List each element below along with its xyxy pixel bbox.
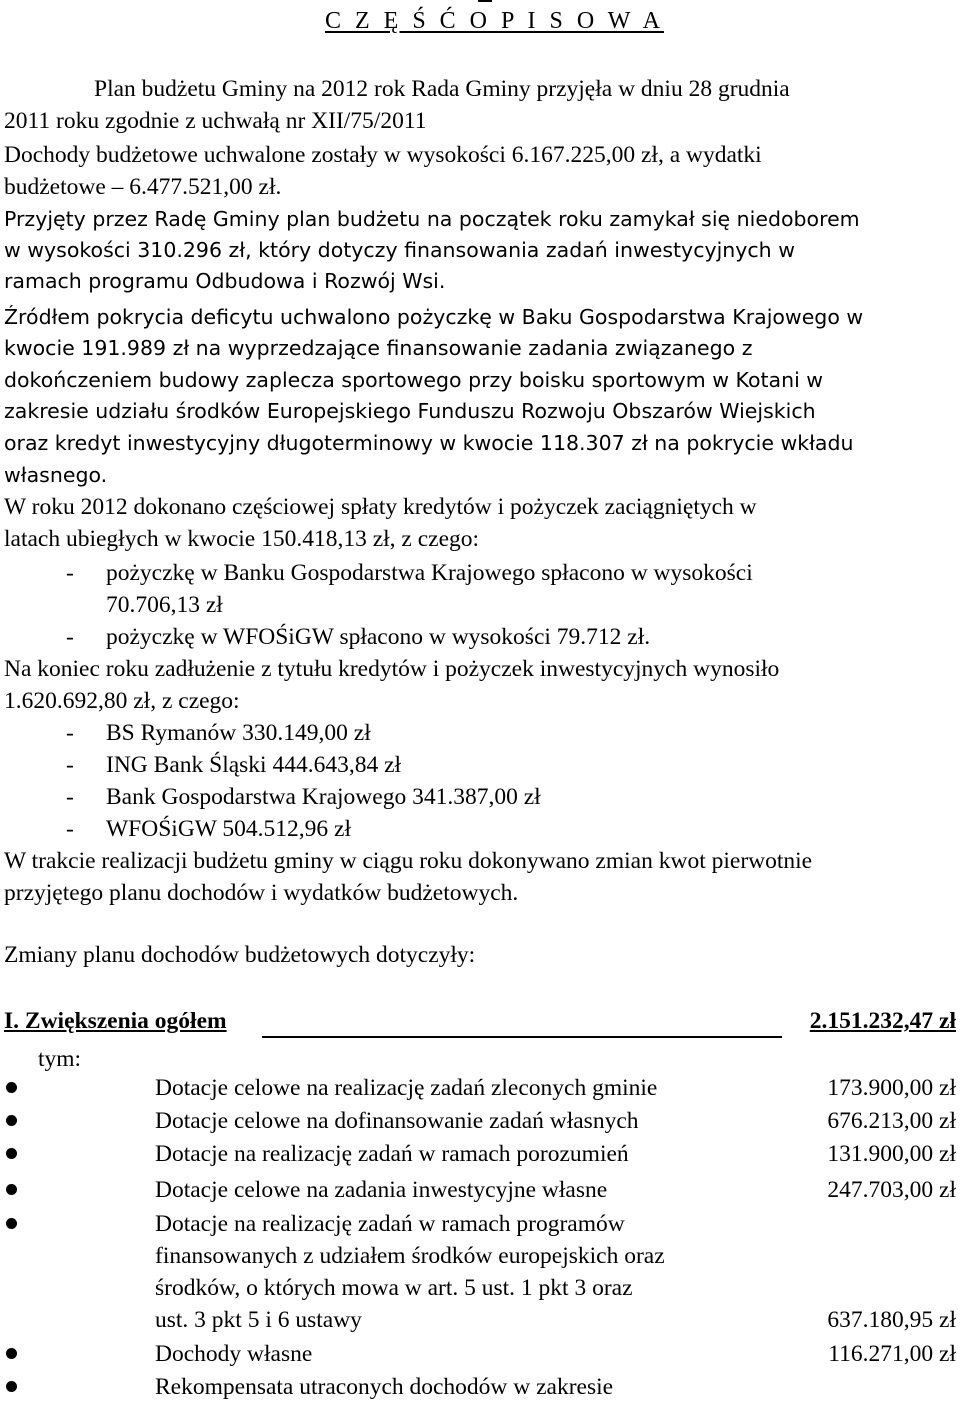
list-dash: -	[66, 560, 74, 586]
paragraph-line: ramach programu Odbudowa i Rozwój Wsi.	[4, 269, 446, 293]
item-label: Dotacje celowe na dofinansowanie zadań własnych	[155, 1108, 639, 1134]
changes-heading: Zmiany planu dochodów budżetowych dotyczyły:	[4, 942, 476, 968]
repayment-item: pożyczkę w WFOŚiGW spłacono w wysokości 79.712 zł.	[106, 624, 651, 650]
item-label: Dotacje na realizację zadań w ramach programów	[155, 1211, 625, 1237]
item-amount: 247.703,00 zł	[827, 1177, 956, 1203]
item-label-continued: finansowanych z udziałem środków europejskich oraz	[155, 1243, 665, 1269]
changes-line: W trakcie realizacji budżetu gminy w ciągu roku dokonywano zmian kwot pierwotnie	[4, 848, 813, 874]
item-amount: 116.271,00 zł	[828, 1341, 956, 1367]
section-underline	[262, 1036, 782, 1038]
bullet-icon	[6, 1184, 17, 1195]
top-mark	[478, 0, 492, 2]
repayment-item-continued: 70.706,13 zł	[106, 592, 223, 618]
paragraph-line: w wysokości 310.296 zł, który dotyczy finansowania zadań inwestycyjnych w	[4, 238, 795, 262]
debt-item: WFOŚiGW 504.512,96 zł	[106, 816, 352, 842]
item-label: Dotacje na realizację zadań w ramach porozumień	[155, 1141, 629, 1167]
item-amount: 173.900,00 zł	[827, 1075, 956, 1101]
bullet-icon	[6, 1218, 17, 1229]
debt-item: Bank Gospodarstwa Krajowego 341.387,00 zł	[106, 784, 541, 810]
paragraph-line: 2011 roku zgodnie z uchwałą nr XII/75/2011	[4, 108, 427, 134]
debt-item: BS Rymanów 330.149,00 zł	[106, 720, 371, 746]
paragraph-line: własnego.	[4, 463, 108, 487]
paragraph-line: oraz kredyt inwestycyjny długoterminowy w kwocie 118.307 zł na pokrycie wkładu	[4, 431, 854, 455]
item-label: Dotacje celowe na zadania inwestycyjne własne	[155, 1177, 608, 1203]
changes-line: przyjętego planu dochodów i wydatków budżetowych.	[4, 880, 519, 906]
list-dash: -	[66, 816, 74, 842]
paragraph-line: budżetowe – 6.477.521,00 zł.	[4, 174, 282, 200]
item-label: Dochody własne	[155, 1341, 313, 1367]
section-total: 2.151.232,47 zł	[809, 1008, 956, 1034]
paragraph-line: Plan budżetu Gminy na 2012 rok Rada Gminy przyjęła w dniu 28 grudnia	[94, 76, 790, 102]
bullet-icon	[6, 1348, 17, 1359]
paragraph-line: latach ubiegłych w kwocie 150.418,13 zł, z czego:	[4, 526, 480, 552]
list-dash: -	[66, 624, 74, 650]
paragraph-line: dokończeniem budowy zaplecza sportowego przy boisku sportowym w Kotani w	[4, 368, 824, 392]
item-label: Dotacje celowe na realizację zadań zleconych gminie	[155, 1075, 658, 1101]
debt-line: Na koniec roku zadłużenie z tytułu kredytów i pożyczek inwestycyjnych wynosiło	[4, 656, 780, 682]
paragraph-line: Dochody budżetowe uchwalone zostały w wysokości 6.167.225,00 zł, a wydatki	[4, 142, 762, 168]
list-dash: -	[66, 752, 74, 778]
item-label-continued: ust. 3 pkt 5 i 6 ustawy	[155, 1307, 362, 1333]
list-dash: -	[66, 784, 74, 810]
debt-item: ING Bank Śląski 444.643,84 zł	[106, 752, 402, 778]
page-heading: C Z Ę Ś Ć O P I S O W A	[325, 8, 664, 34]
paragraph-line: Przyjęty przez Radę Gminy plan budżetu na początek roku zamykał się niedoborem	[4, 207, 860, 231]
bullet-icon	[6, 1115, 17, 1126]
section-title: I. Zwiększenia ogółem	[4, 1008, 227, 1034]
item-amount: 131.900,00 zł	[827, 1141, 956, 1167]
item-label: Rekompensata utraconych dochodów w zakresie	[155, 1374, 614, 1400]
list-dash: -	[66, 720, 74, 746]
paragraph-line: kwocie 191.989 zł na wyprzedzające finansowanie zadania związanego z	[4, 336, 753, 360]
bullet-icon	[6, 1381, 17, 1392]
bullet-icon	[6, 1148, 17, 1159]
paragraph-line: zakresie udziału środków Europejskiego Funduszu Rozwoju Obszarów Wiejskich	[4, 399, 816, 423]
item-amount: 637.180,95 zł	[827, 1307, 956, 1333]
debt-line: 1.620.692,80 zł, z czego:	[4, 688, 240, 714]
repayment-item: pożyczkę w Banku Gospodarstwa Krajowego spłacono w wysokości	[106, 560, 753, 586]
bullet-icon	[6, 1082, 17, 1093]
paragraph-line: Źródłem pokrycia deficytu uchwalono pożyczkę w Baku Gospodarstwa Krajowego w	[4, 305, 864, 329]
item-label-continued: środków, o których mowa w art. 5 ust. 1 pkt 3 oraz	[155, 1275, 633, 1301]
item-amount: 676.213,00 zł	[827, 1108, 956, 1134]
paragraph-line: W roku 2012 dokonano częściowej spłaty kredytów i pożyczek zaciągniętych w	[4, 494, 757, 520]
section-tym-label: tym:	[38, 1046, 82, 1072]
